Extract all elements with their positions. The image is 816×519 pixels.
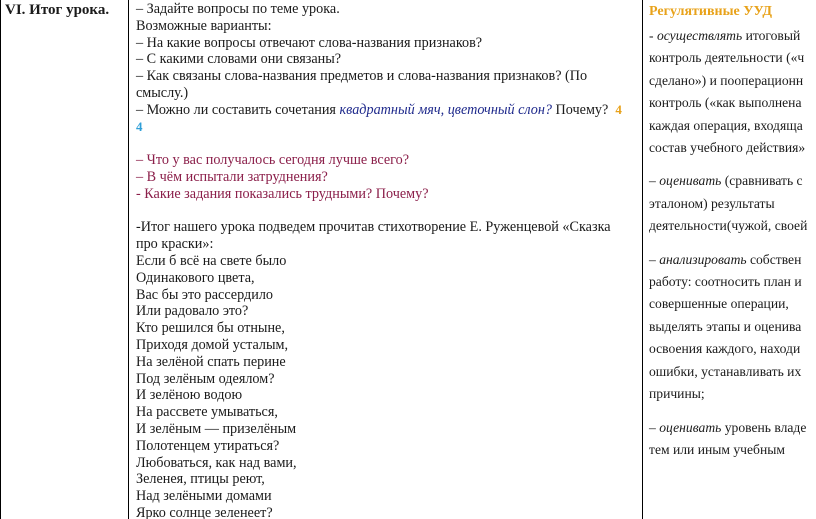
summary-text: -Итог нашего урока подведем прочитав стихотворение Е. Руженцевой «Сказка про краски»: <box>136 219 611 253</box>
outcome-line: каждая операция, входяща <box>649 117 803 133</box>
intro-line: – На какие вопросы отвечают слова-названия признаков? <box>136 34 483 51</box>
poem <box>136 253 642 519</box>
poem-line: Полотенцем утираться? <box>136 437 280 454</box>
poem-line: Под зелёным одеялом? <box>136 370 275 387</box>
reflection-line: – Что у вас получалось сегодня лучше всего? <box>136 152 409 169</box>
activity-cell <box>129 0 642 519</box>
poem-line: Зеленея, птицы реют, <box>136 471 265 488</box>
reflection-line: – В чём испытали затруднения? <box>136 168 328 185</box>
outcome-block-3 <box>649 249 816 406</box>
outcome-line: причины; <box>649 386 705 402</box>
outcome-text: итоговый <box>742 28 801 43</box>
outcome-line <box>649 25 816 47</box>
poem-line: Приходя домой усталым, <box>136 336 289 353</box>
question-4-prefix: – Можно ли составить сочетания <box>136 101 340 118</box>
poem-line: Над зелёными домами <box>136 488 272 505</box>
outcome-line <box>649 417 816 439</box>
outcome-line: освоения каждого, находи <box>649 341 801 357</box>
outcome-verb: оценивать <box>659 173 722 189</box>
question-4-phrases: квадратный мяч, цветочный слон? <box>339 101 552 118</box>
outcome-line: деятельности(чужой, своей <box>649 218 808 234</box>
poem-line: Ярко солнце зеленеет? <box>136 504 273 519</box>
outcomes-text <box>643 0 816 461</box>
outcome-line: эталоном) результаты <box>649 195 775 211</box>
stage-cell <box>0 0 128 519</box>
bullet-dash: – <box>649 251 660 267</box>
outcome-text: собствен <box>746 251 802 267</box>
question-4-suffix: Почему? <box>552 101 609 118</box>
activity-text <box>129 0 642 519</box>
question-4-mark: 4 <box>615 101 622 117</box>
bullet-dash: - <box>649 28 657 43</box>
outcome-block-2 <box>649 170 816 237</box>
poem-line: Если б всё на свете было <box>136 252 287 269</box>
intro-line: – С какими словами они связаны? <box>136 51 342 68</box>
outcome-text: уровень владе <box>721 419 807 435</box>
intro-line: – Задайте вопросы по теме урока. <box>136 1 340 17</box>
outcome-line: совершенные операции, <box>649 296 789 312</box>
outcomes-cell <box>643 0 816 519</box>
outcome-line: контроль («как выполнена <box>649 95 802 111</box>
poem-line: Одинакового цвета, <box>136 269 255 286</box>
question-4-mark-second: 4 <box>136 118 143 134</box>
outcome-line: сделано») и пооперационн <box>649 72 804 88</box>
outcome-line <box>649 170 816 192</box>
intro-line: Возможные варианты: <box>136 17 272 34</box>
outcome-line <box>649 249 816 271</box>
reflection-line: - Какие задания показались трудными? Почему? <box>136 185 429 202</box>
poem-line: Любоваться, как над вами, <box>136 454 297 471</box>
outcome-line: контроль деятельности («ч <box>649 50 805 66</box>
bullet-dash: – <box>649 419 660 435</box>
poem-line: Кто решился бы отныне, <box>136 320 285 337</box>
bullet-dash: – <box>649 173 660 189</box>
outcome-line: выделять этапы и оценива <box>649 318 802 334</box>
question-3: – Как связаны слова-названия предметов и слова-названия признаков? (По смыслу.) <box>136 68 588 101</box>
outcome-block-1 <box>649 25 816 159</box>
outcome-line: ошибки, устанавливать их <box>649 363 802 379</box>
outcome-line: тем или иным учебным <box>649 441 785 457</box>
question-4 <box>136 102 642 119</box>
spacer <box>136 203 642 220</box>
outcome-block-4 <box>649 417 816 462</box>
outcome-text: (сравнивать с <box>721 173 803 189</box>
outcome-verb: оценивать <box>659 419 722 435</box>
outcomes-heading: Регулятивные УУД <box>649 4 772 19</box>
stage-title: VI. Итог урока. <box>5 2 110 18</box>
poem-line: На рассвете умываться, <box>136 404 278 421</box>
poem-line: Или радовало это? <box>136 303 249 320</box>
outcome-line: работу: соотносить план и <box>649 274 802 290</box>
poem-line: И зелёною водою <box>136 387 243 404</box>
spacer <box>136 135 642 152</box>
outcome-verb: осуществлять <box>656 28 743 43</box>
poem-line: На зелёной спать перине <box>136 353 286 370</box>
question-4-mark-line <box>136 119 642 136</box>
outcome-line: состав учебного действия» <box>649 140 806 156</box>
poem-line: Вас бы это рассердило <box>136 286 273 303</box>
poem-line: И зелёным — призелёным <box>136 420 297 437</box>
outcome-verb: анализировать <box>659 251 747 267</box>
